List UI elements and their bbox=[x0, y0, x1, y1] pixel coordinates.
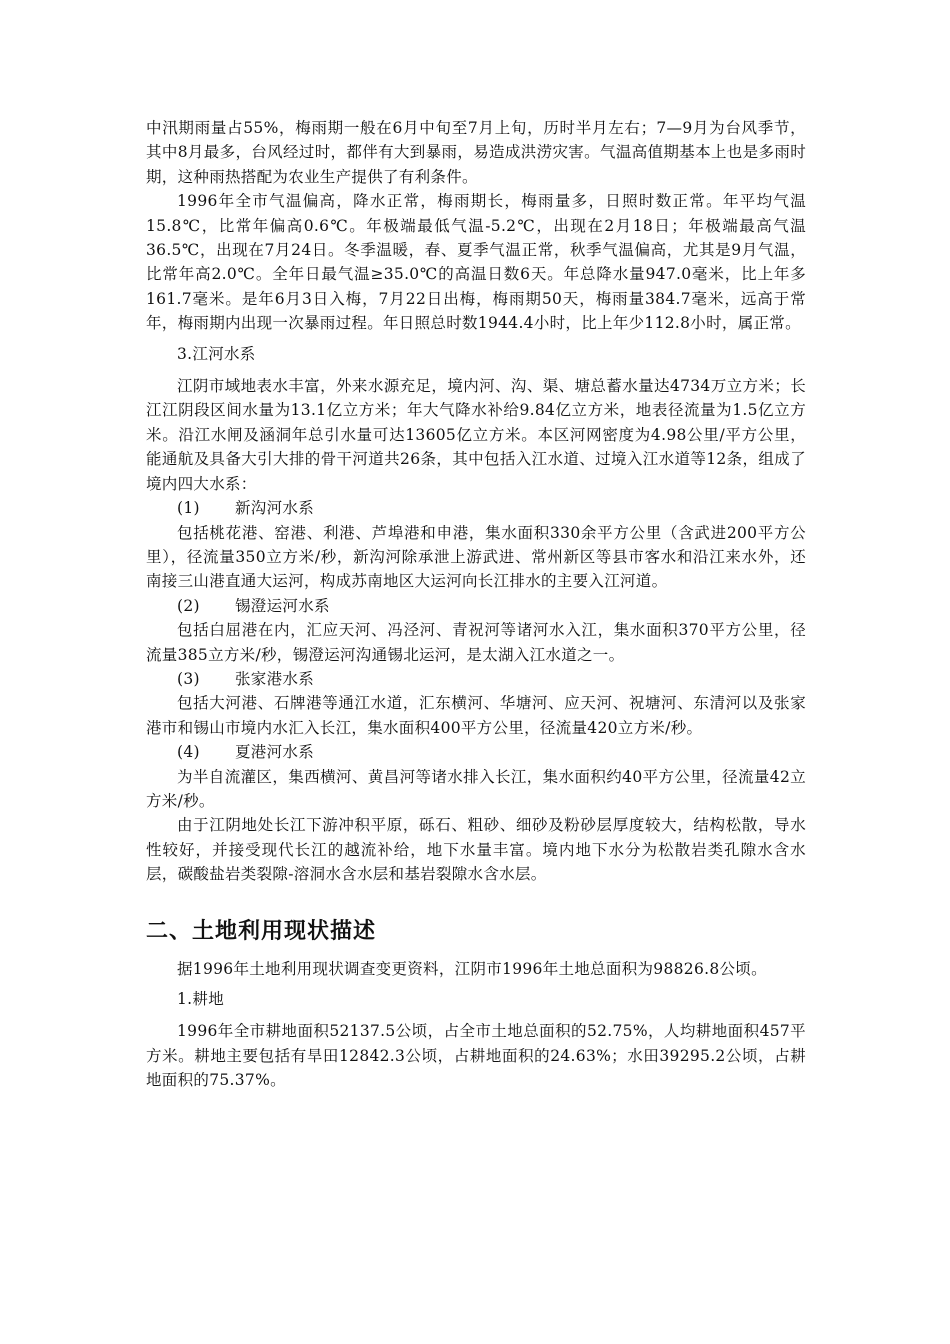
list-item-name: 张家港水系 bbox=[235, 669, 315, 688]
paragraph-rainfall: 中汛期雨量占55%，梅雨期一般在6月中旬至7月上旬，历时半月左右；7—9月为台风季节，其中8月最多，台风经过时，都伴有大到暴雨，易造成洪涝灾害。气温高值期基本上也是多雨时期，这种雨热搭配为农业生产提供了有利条件。 bbox=[146, 119, 806, 186]
list-item-number: (2) bbox=[177, 596, 200, 615]
section-heading-land-use: 二、土地利用现状描述 bbox=[146, 918, 377, 944]
paragraph-1996-climate: 1996年全市气温偏高，降水正常，梅雨期长，梅雨量多，日照时数正常。年平均气温15.8℃，比常年偏高0.6℃。年极端最低气温-5.2℃，出现在2月18日；年极端最高气温36.5℃，出现在7月24日。冬季温暖，春、夏季气温正常，秋季气温偏高，尤其是9月气温，比常年高2.0℃。全年日最气温≥35.0℃的高温日数6天。年总降水量947.0毫米，比上年多161.7毫米。是年6月3日入梅，7月22日出梅，梅雨期50天，梅雨量384.7毫米，远高于常年，梅雨期内出现一次暴雨过程。年日照总时数1944.4小时，比上年少112.8小时，属正常。 bbox=[146, 192, 806, 333]
list-item-name: 新沟河水系 bbox=[235, 499, 315, 518]
list-item-xicheng-title bbox=[146, 594, 806, 618]
list-item-number: (1) bbox=[177, 499, 200, 518]
list-item-zhangjiagang-title bbox=[146, 667, 806, 691]
list-item-xingouhe-title bbox=[146, 496, 806, 520]
subheading-cultivated-land: 1.耕地 bbox=[177, 990, 224, 1008]
paragraph-land-total: 据1996年土地利用现状调查变更资料，江阴市1996年土地总面积为98826.8公顷。 bbox=[177, 959, 767, 978]
paragraph-surface-water: 江阴市域地表水丰富，外来水源充足，境内河、沟、渠、塘总蓄水量达4734万立方米；长江江阴段区间水量为13.1亿立方米；年大气降水补给9.84亿立方米，地表径流量为1.5亿立方米。沿江水闸及涵洞年总引水量可达13605亿立方米。本区河网密度为4.98公里/平方公里，能通航及具备大引大排的骨干河道共26条，其中包括入江水道、过境入江水道等12条，组成了境内四大水系： bbox=[146, 377, 806, 493]
paragraph-xingouhe: 包括桃花港、窑港、利港、芦埠港和申港，集水面积330余平方公里（含武进200平方公里），径流量350立方米/秒，新沟河除承泄上游武进、常州新区等县市客水和沿江来水外，还南接三山港直通大运河，构成苏南地区大运河向长江排水的主要入江河道。 bbox=[146, 523, 806, 591]
paragraph-xicheng: 包括白屈港在内，汇应天河、冯泾河、青祝河等诸河水入江，集水面积370平方公里，径流量385立方米/秒，锡澄运河沟通锡北运河，是太湖入江水道之一。 bbox=[146, 621, 806, 664]
list-item-number: (3) bbox=[177, 669, 200, 688]
list-item-number: (4) bbox=[177, 743, 200, 762]
paragraph-xiagang: 为半自流灌区，集西横河、黄昌河等诸水排入长江，集水面积约40平方公里，径流量42立方米/秒。 bbox=[146, 767, 806, 810]
list-item-name: 锡澄运河水系 bbox=[235, 596, 330, 615]
paragraph-zhangjiagang: 包括大河港、石牌港等通江水道，汇东横河、华塘河、应天河、祝塘河、东清河以及张家港市和锡山市境内水汇入长江，集水面积400平方公里，径流量420立方米/秒。 bbox=[146, 694, 806, 737]
paragraph-cultivated-land: 1996年全市耕地面积52137.5公顷，占全市土地总面积的52.75%，人均耕地面积457平方米。耕地主要包括有旱田12842.3公顷，占耕地面积的24.63%；水田39295.2公顷，占耕地面积的75.37%。 bbox=[146, 1022, 806, 1090]
document-page bbox=[146, 116, 806, 1093]
list-item-name: 夏港河水系 bbox=[235, 743, 315, 762]
paragraph-groundwater: 由于江阴地处长江下游冲积平原，砾石、粗砂、细砂及粉砂层厚度较大，结构松散，导水性较好，并接受现代长江的越流补给，地下水量丰富。境内地下水分为松散岩类孔隙水含水层，碳酸盐岩类裂隙-溶洞水含水层和基岩裂隙水含水层。 bbox=[146, 816, 806, 884]
list-item-xiagang-title bbox=[146, 740, 806, 764]
subheading-river-system: 3.江河水系 bbox=[177, 344, 256, 363]
